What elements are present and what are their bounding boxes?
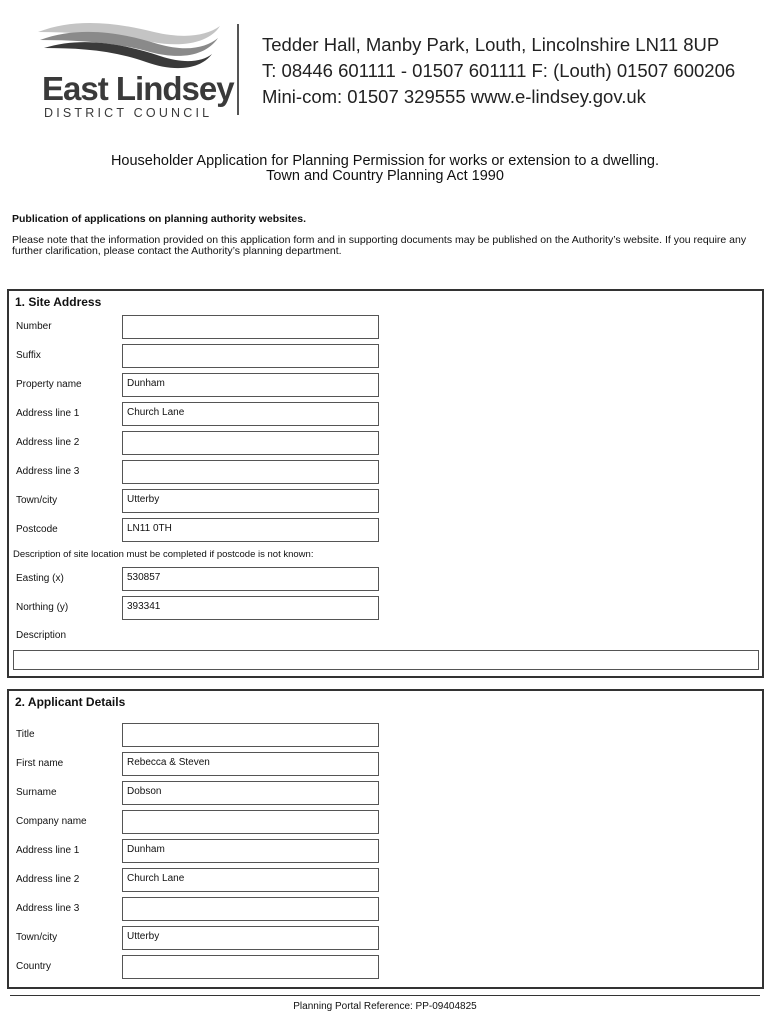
field-label: Address line 3	[16, 466, 80, 477]
country-input[interactable]	[122, 955, 379, 979]
publication-heading: Publication of applications on planning authority websites.	[12, 213, 307, 225]
field-label: Town/city	[16, 932, 58, 943]
letterhead	[0, 0, 770, 125]
field-label: Address line 2	[16, 437, 80, 448]
easting-input[interactable]: 530857	[122, 567, 379, 591]
logo-title: East Lindsey	[42, 70, 234, 107]
page-title-line1: Householder Application for Planning Permission for works or extension to a dwelling.	[110, 153, 660, 169]
address-line-3-input[interactable]	[122, 460, 379, 484]
applicant-address-line-3-input[interactable]	[122, 897, 379, 921]
field-label: First name	[16, 758, 64, 769]
page-title	[0, 154, 770, 184]
suffix-input[interactable]	[122, 344, 379, 368]
section-title: 2. Applicant Details	[15, 695, 126, 709]
applicant-town-city-input[interactable]: Utterby	[122, 926, 379, 950]
section-title: 1. Site Address	[15, 295, 102, 309]
contact-block	[262, 32, 735, 110]
title-input[interactable]	[122, 723, 379, 747]
field-label: Country	[16, 961, 52, 972]
council-logo	[34, 18, 234, 120]
field-label: Address line 1	[16, 408, 80, 419]
page-title-line2: Town and Country Planning Act 1990	[266, 168, 504, 184]
wave-logo-icon	[34, 18, 224, 78]
field-label: Address line 1	[16, 845, 80, 856]
applicant-details-section	[7, 689, 764, 989]
field-label: Suffix	[16, 350, 41, 361]
town-city-input[interactable]: Utterby	[122, 489, 379, 513]
field-label: Town/city	[16, 495, 58, 506]
address-line-1-input[interactable]: Church Lane	[122, 402, 379, 426]
northing-input[interactable]: 393341	[122, 596, 379, 620]
logo-subtitle: DISTRICT COUNCIL	[44, 106, 213, 120]
field-label: Address line 2	[16, 874, 80, 885]
address-line-2-input[interactable]	[122, 431, 379, 455]
footer-divider	[10, 995, 760, 996]
location-note: Description of site location must be completed if postcode is not known:	[13, 549, 314, 560]
number-input[interactable]	[122, 315, 379, 339]
field-label: Address line 3	[16, 903, 80, 914]
first-name-input[interactable]: Rebecca & Steven	[122, 752, 379, 776]
property-name-input[interactable]: Dunham	[122, 373, 379, 397]
description-label: Description	[16, 630, 67, 641]
field-label: Postcode	[16, 524, 58, 535]
field-label: Company name	[16, 816, 87, 827]
site-address-section	[7, 289, 764, 678]
header-divider	[237, 24, 239, 115]
address-line: Tedder Hall, Manby Park, Louth, Lincolnshire LN11 8UP	[262, 34, 720, 55]
field-label: Northing (y)	[16, 602, 69, 613]
field-label: Property name	[16, 379, 82, 390]
phone-line: T: 08446 601111 - 01507 601111 F: (Louth) 01507 600206	[262, 60, 736, 81]
field-label: Surname	[16, 787, 57, 798]
field-label: Number	[16, 321, 52, 332]
applicant-address-line-1-input[interactable]: Dunham	[122, 839, 379, 863]
postcode-input[interactable]: LN11 0TH	[122, 518, 379, 542]
field-label: Title	[16, 729, 35, 740]
description-input[interactable]	[13, 650, 759, 670]
company-name-input[interactable]	[122, 810, 379, 834]
field-label: Easting (x)	[16, 573, 64, 584]
minicom-line: Mini-com: 01507 329555 www.e-lindsey.gov.uk	[262, 86, 646, 107]
surname-input[interactable]: Dobson	[122, 781, 379, 805]
publication-note: Please note that the information provided on this application form and in supporting documents may be published on the Authority’s website. If you require any further clarification, please contact the Authority’s planning department.	[12, 234, 747, 257]
applicant-address-line-2-input[interactable]: Church Lane	[122, 868, 379, 892]
portal-reference: Planning Portal Reference: PP-09404825	[293, 1001, 477, 1012]
